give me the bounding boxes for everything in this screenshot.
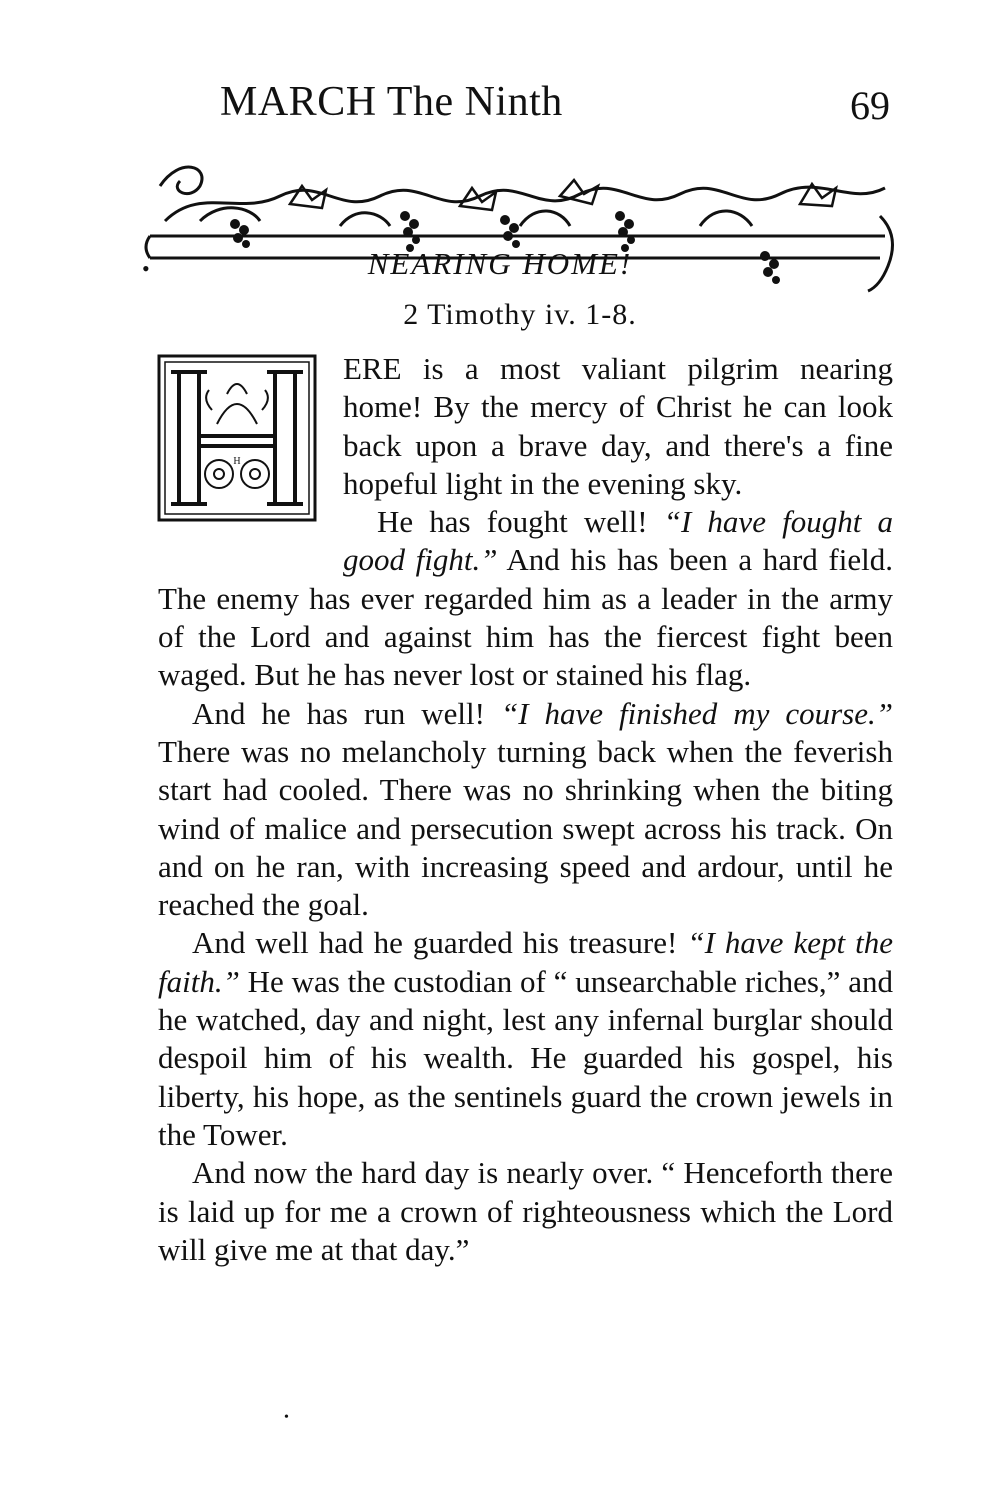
paragraph-2-quote: “I have fought a good fight.” [343,504,893,578]
paragraph-5: And now the hard day is nearly over. “ Henceforth there is laid up for me a crown of righteousness which the Lord will give me at that day.” [158,1155,893,1267]
article-title [0,246,1000,282]
paragraph-1 [158,350,893,503]
header-month: MARCH [220,79,377,125]
drop-cap-letter: H [233,456,241,467]
paragraph-3 [158,695,893,925]
paragraph-4-lead: And well had he guarded his treasure! [192,925,688,961]
paragraph-3-rest: There was no melancholy turning back when the feverish start had cooled. There was no shrinking when the biting wind of malice and persecution swept across his track. On and on he ran, with increasing speed and ardour, until he reached the goal. [158,733,893,923]
body-text [158,350,893,1269]
paragraph-4 [158,924,893,1154]
footer-speck: • [284,1410,289,1425]
paragraph-4-quote: “I have kept the faith.” [158,925,893,999]
drop-cap-space [158,352,343,542]
paragraph-3-lead: And he has run well! [192,695,501,731]
paragraph-2-lead: He has fought well! [377,504,664,540]
running-head [220,78,563,126]
ink-speck: • [142,256,152,281]
scripture-reference: 2 Timothy iv. 1-8. [403,298,637,331]
paragraph-3-quote: “I have finished my course.” [500,695,893,731]
page-header [140,78,900,248]
page-number: 69 [850,83,890,128]
header-day: The Ninth [386,79,563,125]
paragraph-4-rest: He was the custodian of “ unsearchable riches,” and he watched, day and night, lest any infernal burglar should despoil him of his wealth. He guarded his gospel, his liberty, his hope, as the sentinels guard the crown jewels in the Tower. [158,963,893,1152]
paragraph-2-rest: And his has been a hard field. The enemy has ever regarded him as a leader in the army of the Lord and against him has the fiercest fight been waged. But he has never lost or stained his flag. [158,542,893,693]
paragraph-1-text: ERE is a most valiant pilgrim nearing home! By the mercy of Christ he can look back upon a brave day, and there's a fine hopeful light in the evening sky. [343,351,893,501]
title-text: NEARING HOME! [367,246,633,281]
